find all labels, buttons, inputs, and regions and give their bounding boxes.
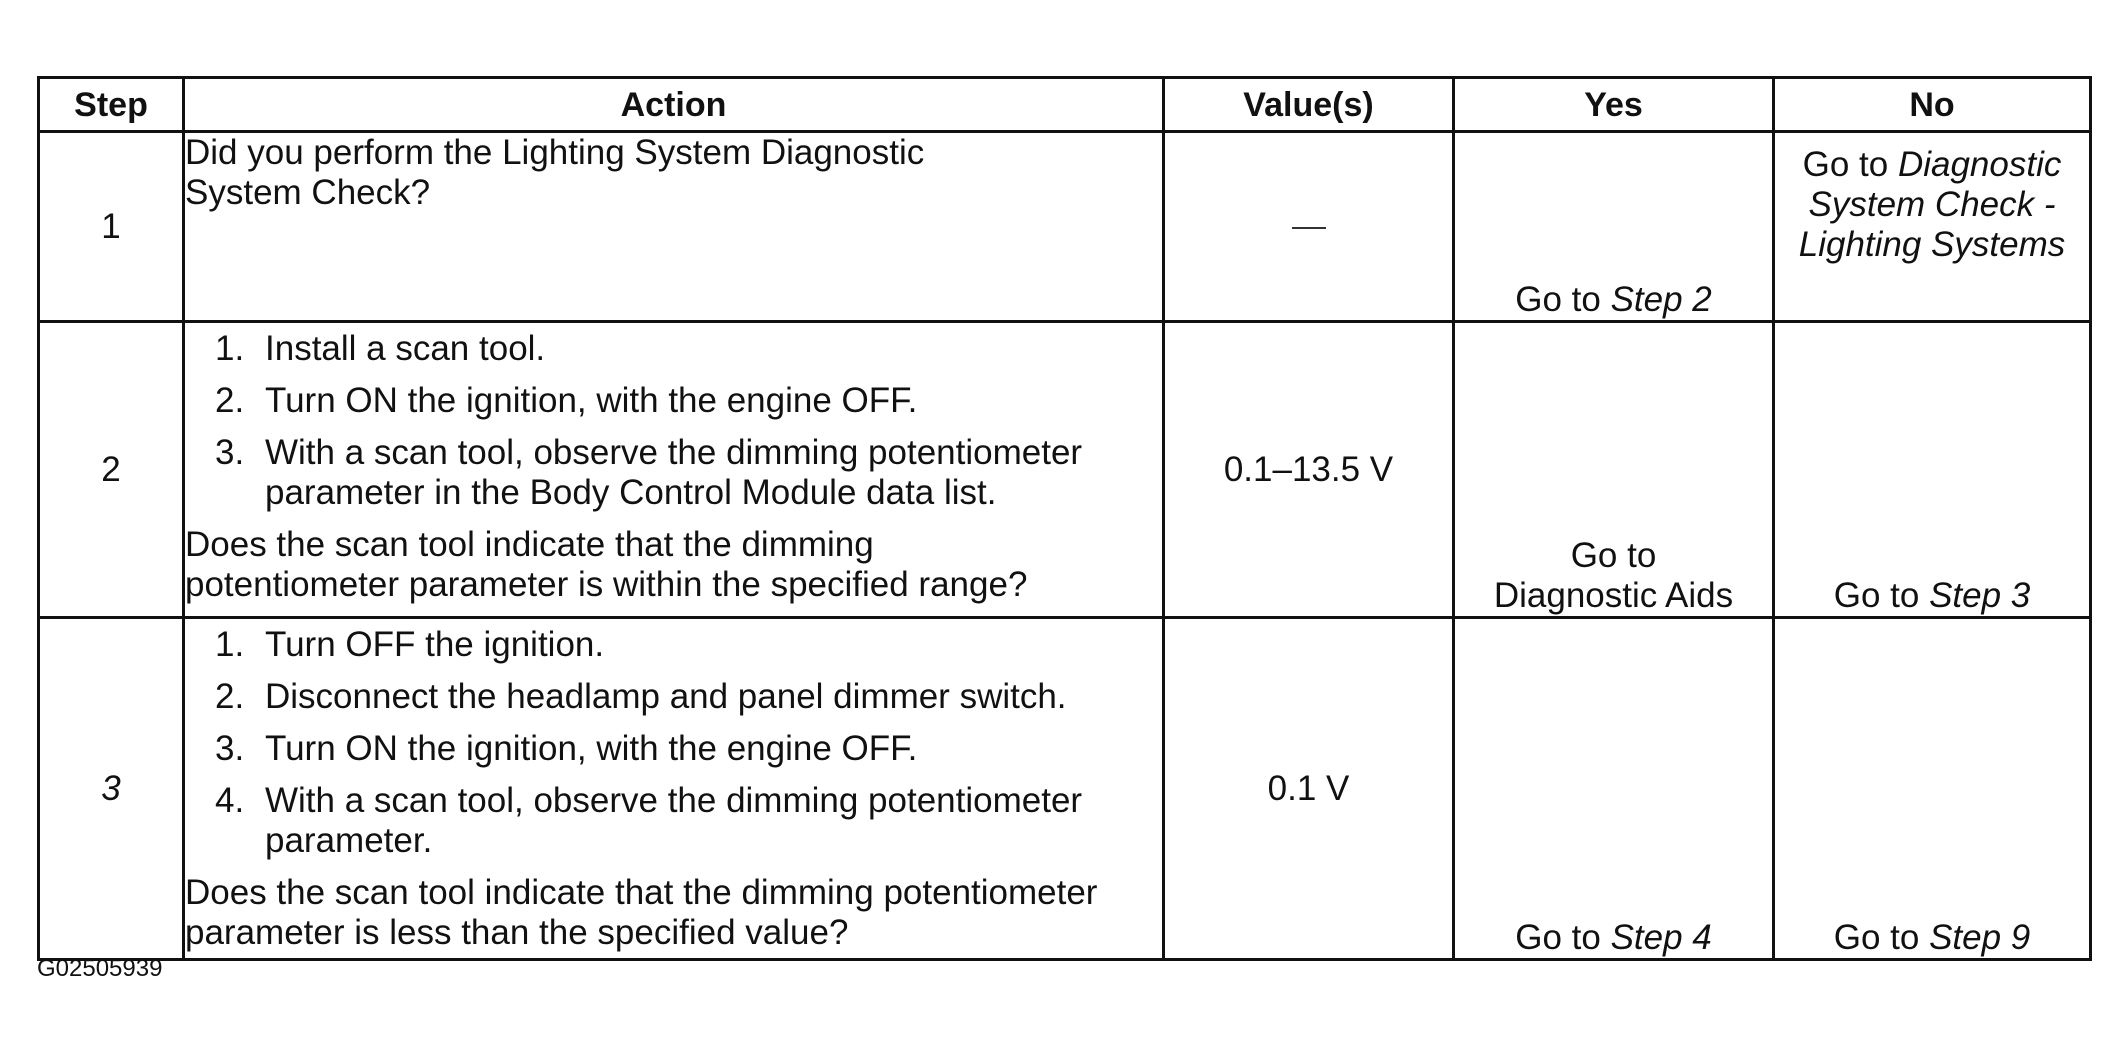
yes-step-link[interactable]: Step 2 [1610,280,1712,319]
no-cell [1774,618,2091,960]
list-item-number: 3. [215,433,245,472]
yes-prefix: Go to [1515,918,1611,957]
action-steps-list [185,625,1162,861]
yes-cell [1454,322,1774,618]
list-item [185,433,1162,513]
yes-cell [1454,132,1774,322]
action-cell [184,132,1164,322]
header-step: Step [39,78,184,132]
header-no: No [1774,78,2091,132]
header-row [39,78,2091,132]
list-item-text: Turn OFF the ignition. [265,625,605,664]
yes-cell [1454,618,1774,960]
no-cell [1774,132,2091,322]
figure-id: G02505939 [37,955,163,982]
yes-reference-link[interactable]: Diagnostic Aids [1493,576,1734,615]
step-number: 1 [39,132,184,322]
list-item-number: 4. [215,781,245,820]
list-item [185,729,1162,769]
step-number: 3 [39,618,184,960]
list-item [185,625,1162,665]
no-prefix: Go to [1833,576,1930,615]
list-item [185,381,1162,421]
no-prefix: Go to [1802,145,1898,184]
header-action: Action [184,78,1164,132]
header-yes: Yes [1454,78,1774,132]
value-cell [1164,618,1454,960]
value-cell [1164,132,1454,322]
list-item-number: 1. [215,329,245,368]
table-row [39,132,2091,322]
no-reference-link[interactable]: Diagnostic System Check - Lighting Systems [1798,145,2066,264]
no-cell [1774,322,2091,618]
action-question: Does the scan tool indicate that the dimming potentiometer parameter is within the specified range? [185,525,1028,604]
table-row [39,322,2091,618]
action-question: Did you perform the Lighting System Diagnostic System Check? [185,133,925,212]
list-item-number: 3. [215,729,245,768]
list-item-text: Disconnect the headlamp and panel dimmer switch. [265,677,1067,716]
table-row [39,618,2091,960]
no-prefix: Go to [1833,918,1930,957]
no-step-link[interactable]: Step 3 [1929,576,2031,615]
value-cell [1164,322,1454,618]
em-dash [1292,227,1326,229]
list-item-text: Install a scan tool. [265,329,546,368]
value-text: 0.1–13.5 V [1223,449,1394,489]
list-item-text: Turn ON the ignition, with the engine OFF. [265,381,918,420]
value-text: 0.1 V [1267,768,1350,808]
list-item-text: With a scan tool, observe the dimming potentiometer parameter. [265,781,1083,860]
header-values: Value(s) [1164,78,1454,132]
list-item [185,677,1162,717]
diagnostic-table [37,76,2092,961]
no-step-link[interactable]: Step 9 [1929,918,2031,957]
yes-prefix: Go to [1515,280,1611,319]
list-item-number: 2. [215,381,245,420]
list-item-text: With a scan tool, observe the dimming potentiometer parameter in the Body Control Module data list. [265,433,1083,512]
list-item [185,781,1162,861]
step-number: 2 [39,322,184,618]
list-item-number: 1. [215,625,245,664]
yes-prefix: Go to [1570,536,1657,575]
list-item [185,329,1162,369]
action-cell [184,322,1164,618]
action-question: Does the scan tool indicate that the dimming potentiometer parameter is less than the specified value? [185,873,1098,952]
action-steps-list [185,329,1162,513]
yes-step-link[interactable]: Step 4 [1610,918,1712,957]
list-item-text: Turn ON the ignition, with the engine OFF. [265,729,918,768]
action-cell [184,618,1164,960]
list-item-number: 2. [215,677,245,716]
